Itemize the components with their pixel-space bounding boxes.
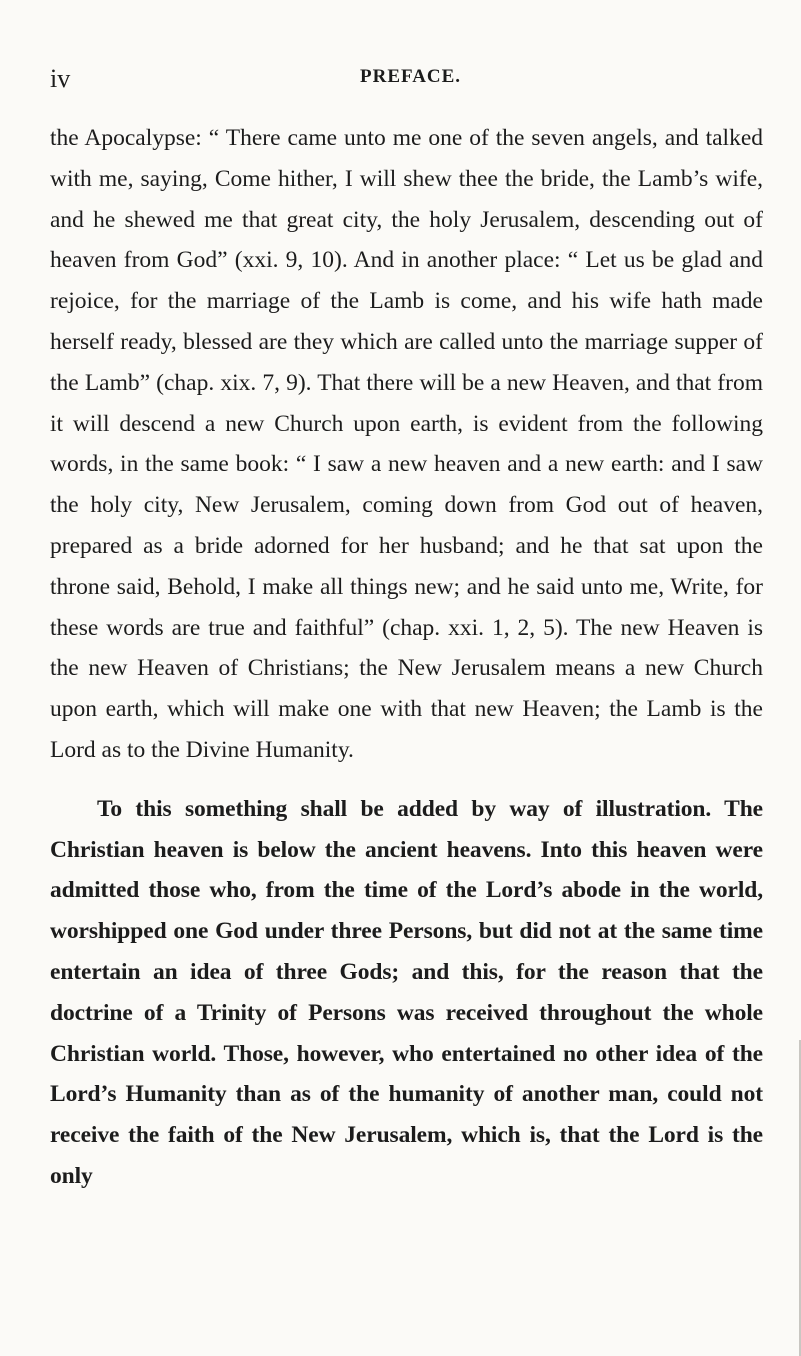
paragraph: To this something shall be added by way of illustration. The Christian heaven is below the ancient heavens. Into this heaven were admitted those who, from the time of the Lord’s abode in the world, worshipped one God under three Persons, but did not at the same time entertain an idea of three Gods; and this, for the reason that the doctrine of a Trinity of Persons was received throughout the whole Christian world. Those, however, who entertained no other idea of the Lord’s Humanity than as of the humanity of another man, could not receive the faith of the New Jerusalem, which is, that the Lord is the only — [50, 795, 763, 1189]
paragraph: the Apocalypse: “ There came unto me one of the seven angels, and talked with me, saying, Come hither, I will shew thee the bride, the Lamb’s wife, and he shewed me that great city, the holy Jerusalem, descending out of heaven from God” (xxi. 9, 10). And in another place: “ Let us be glad and rejoice, for the marriage of the Lamb is come, and his wife hath made herself ready, blessed are they which are called unto the marriage supper of the Lamb” (chap. xix. 7, 9). That there will be a new Heaven, and that from it will descend a new Church upon earth, is evident from the following words, in the same book: “ I saw a new heaven and a new earth: and I saw the holy city, New Jerusalem, coming down from God out of heaven, prepared as a bride adorned for her husband; and he that sat upon the throne said, Behold, I make all things new; and he said unto me, Write, for these words are true and faithful” (chap. xxi. 1, 2, 5). The new Heaven is the new Heaven of Christians; the New Jerusalem means a new Church upon earth, which will make one with that new Heaven; the Lamb is the Lord as to the Divine Humanity. — [50, 125, 763, 763]
page-header — [50, 60, 751, 93]
page-body — [50, 118, 763, 1197]
page-number: iv — [50, 64, 71, 93]
running-head: PREFACE. — [360, 66, 462, 87]
